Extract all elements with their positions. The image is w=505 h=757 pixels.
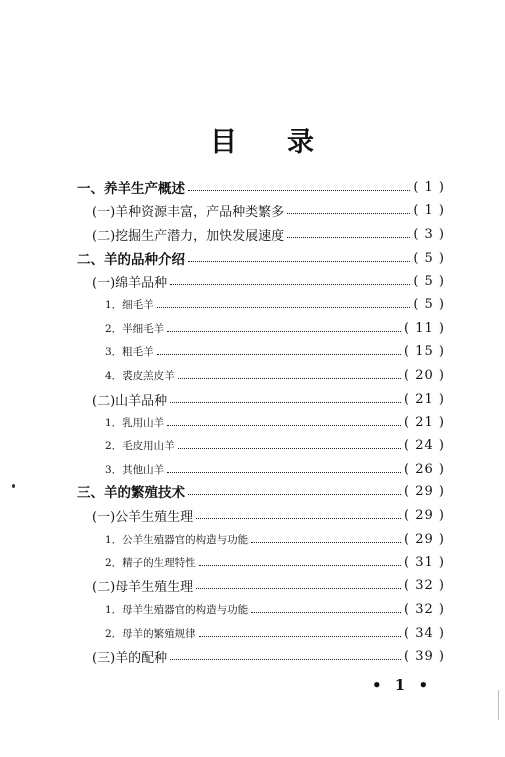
dot-leader: [167, 472, 401, 473]
toc-entry-label: 1．公羊生殖器官的构造与功能: [105, 533, 249, 546]
toc-entry-page: ( 1 ): [413, 179, 445, 195]
toc-entry-label: 3．粗毛羊: [105, 345, 154, 358]
toc-entry-page: ( 5 ): [413, 250, 445, 266]
toc-entry-page: ( 31 ): [404, 554, 445, 570]
dot-leader: [178, 378, 401, 379]
toc-entry: [92, 223, 445, 245]
toc-entry-label: (一)羊种资源丰富，产品种类繁多: [92, 204, 285, 220]
toc-entry: [105, 434, 445, 456]
toc-entry: [105, 551, 445, 573]
toc-entry-label: 1．乳用山羊: [105, 416, 165, 429]
dot-leader: [170, 659, 401, 660]
toc-entry-label: (三)羊的配种: [92, 650, 168, 666]
dot-leader: [167, 425, 401, 426]
toc-entry-page: ( 29 ): [404, 483, 445, 499]
dot-leader: [287, 237, 410, 238]
toc-entry: [105, 458, 445, 480]
toc-entry: [105, 340, 445, 362]
toc-entry-page: ( 11 ): [404, 320, 445, 336]
toc-entry-label: (一)公羊生殖生理: [92, 509, 194, 525]
toc-entry: [92, 574, 445, 596]
toc-entry-label: 2．精子的生理特性: [105, 556, 196, 569]
dot-leader: [188, 261, 410, 262]
toc-entry: [105, 598, 445, 620]
dot-leader: [188, 190, 410, 191]
toc-entry-label: 二、羊的品种介绍: [77, 252, 185, 268]
toc-entry: [77, 247, 445, 269]
scan-mark: [498, 690, 499, 720]
print-speck: [12, 484, 15, 488]
dot-leader: [287, 213, 410, 214]
toc-entry: [105, 317, 445, 339]
toc-entry-page: ( 39 ): [404, 648, 445, 664]
dot-leader: [170, 284, 410, 285]
toc-entry-page: ( 1 ): [413, 202, 445, 218]
dot-leader: [178, 448, 401, 449]
toc-entry-label: 3．其他山羊: [105, 463, 165, 476]
toc-entry-label: 三、羊的繁殖技术: [77, 485, 185, 501]
dot-leader: [196, 518, 401, 519]
toc-entry-page: ( 21 ): [404, 414, 445, 430]
dot-leader: [199, 636, 401, 637]
toc-entry: [105, 293, 445, 315]
dot-leader: [157, 354, 401, 355]
toc-entry-page: ( 5 ): [413, 296, 445, 312]
dot-leader: [157, 307, 411, 308]
toc-entry-page: ( 29 ): [404, 531, 445, 547]
toc-entry-label: 一、养羊生产概述: [77, 181, 185, 197]
toc-entry-label: (二)挖掘生产潜力，加快发展速度: [92, 228, 285, 244]
dot-leader: [251, 612, 401, 613]
toc-entry-page: ( 32 ): [404, 577, 445, 593]
toc-entry-label: 2．毛皮用山羊: [105, 439, 175, 452]
toc-entry-label: 4．裘皮羔皮羊: [105, 369, 175, 382]
dot-leader: [188, 494, 401, 495]
toc-entry: [92, 504, 445, 526]
toc-entry: [105, 622, 445, 644]
toc-entry-label: (一)绵羊品种: [92, 275, 168, 291]
dot-leader: [167, 331, 401, 332]
toc-entry-page: ( 21 ): [404, 391, 445, 407]
dot-leader: [196, 588, 401, 589]
title-char-2: 录: [287, 127, 314, 158]
toc-entry-label: 2．母羊的繁殖规律: [105, 627, 196, 640]
dot-leader: [199, 565, 401, 566]
toc-entry-label: 1．母羊生殖器官的构造与功能: [105, 603, 249, 616]
dot-leader: [251, 542, 401, 543]
toc-entry-page: ( 34 ): [404, 625, 445, 641]
title-char-1: 目: [210, 127, 237, 158]
toc-entry: [105, 528, 445, 550]
toc-entry-page: ( 20 ): [404, 367, 445, 383]
toc-entry: [105, 411, 445, 433]
toc-entry: [77, 176, 445, 198]
page-number: • 1 •: [372, 676, 433, 694]
toc-entry: [92, 199, 445, 221]
toc-entry: [77, 480, 445, 502]
toc-entry: [92, 270, 445, 292]
toc-entry-label: (二)母羊生殖生理: [92, 579, 194, 595]
toc-entry: [92, 645, 445, 667]
toc-entry-label: (二)山羊品种: [92, 393, 168, 409]
toc-entry-page: ( 5 ): [413, 273, 445, 289]
toc-entry-page: ( 3 ): [413, 226, 445, 242]
toc-entry-page: ( 32 ): [404, 601, 445, 617]
dot-leader: [170, 402, 401, 403]
toc-entry: [92, 388, 445, 410]
toc-entry-page: ( 29 ): [404, 507, 445, 523]
toc-entry: [105, 364, 445, 386]
toc-entry-label: 1．细毛羊: [105, 298, 154, 311]
toc-entry-page: ( 15 ): [404, 343, 445, 359]
toc-entry-page: ( 26 ): [404, 461, 445, 477]
toc-entry-label: 2．半细毛羊: [105, 322, 165, 335]
toc-entry-page: ( 24 ): [404, 437, 445, 453]
